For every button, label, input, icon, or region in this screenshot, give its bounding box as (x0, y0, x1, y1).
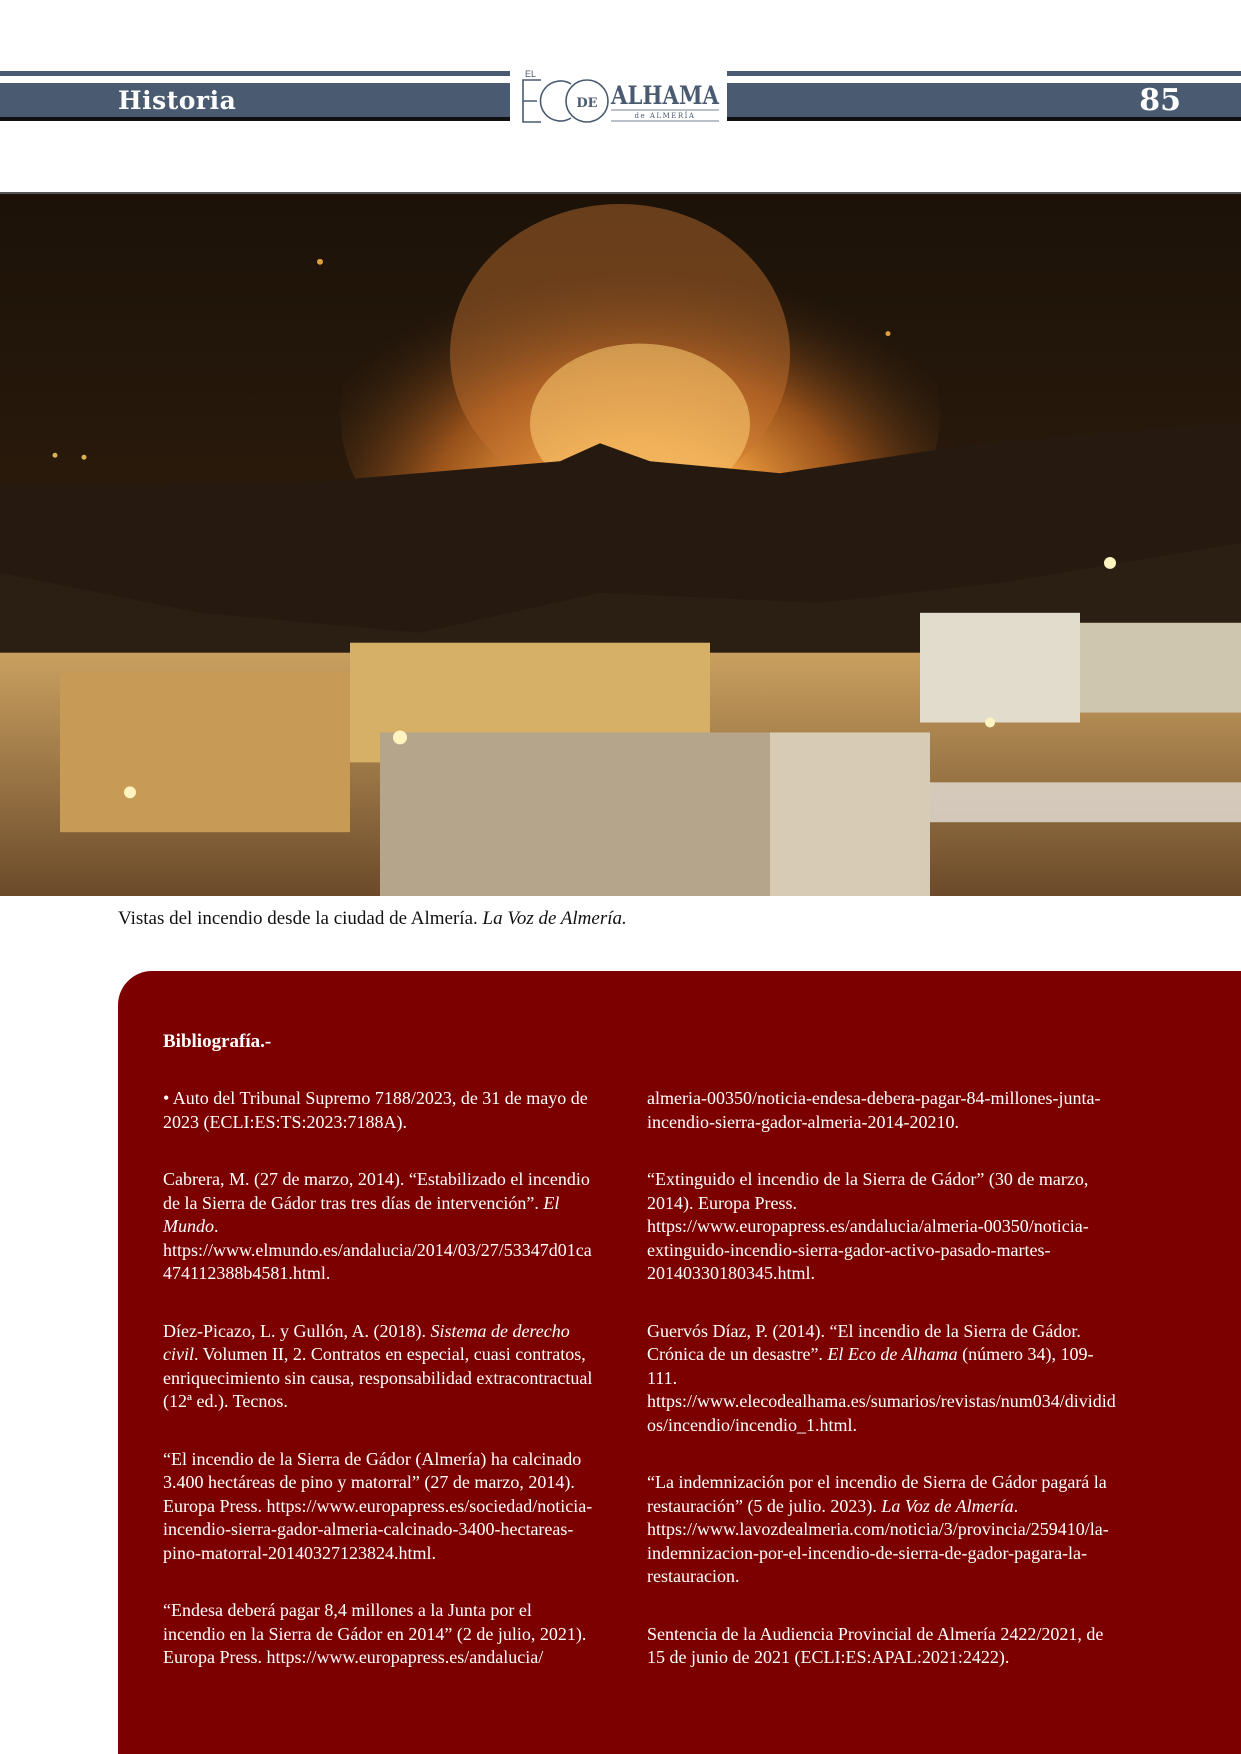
logo-el: EL (525, 69, 537, 79)
entry-text: “La indemnización por el incendio de Sierra de Gádor pagará la restauración” (5 de julio. 2023). (647, 1472, 1107, 1516)
entry-text: • Auto del Tribunal Supremo 7188/2023, de 31 de mayo de 2023 (ECLI:ES:TS:2023:7188A). (163, 1088, 588, 1132)
entry-text: Cabrera, M. (27 de marzo, 2014). “Estabilizado el incendio de la Sierra de Gádor tras tres días de intervención”. (163, 1169, 590, 1213)
logo-de: DE (576, 96, 598, 111)
publication-logo (515, 68, 725, 124)
entry-text: Sentencia de la Audiencia Provincial de Almería 2422/2021, de 15 de junio de 2021 (ECLI:ES:APAL:2021:2422). (647, 1623, 1104, 1667)
bibliography-entry (163, 1320, 593, 1414)
entry-text: “Endesa deberá pagar 8,4 millones a la Junta por el incendio en la Sierra de Gádor en 2014” (2 de julio, 2021). Europa Press. https://www.europapress.es/andalucia/ (163, 1600, 587, 1667)
entry-text: “Extinguido el incendio de la Sierra de Gádor” (30 de marzo, 2014). Europa Press. https://www.europapress.es/andalucia/almeria-00350/noticia-extinguido-incendio-sierra-gador-activo-pasado-martes-20140330180345.html. (647, 1169, 1089, 1283)
bibliography-entry (647, 1168, 1117, 1286)
bibliography-entry (647, 1623, 1117, 1670)
bibliography-entry (163, 1168, 593, 1286)
photo-caption (118, 908, 1018, 930)
entry-title-italic: Sistema de derecho civil (163, 1320, 570, 1364)
logo-sub: de ALMERÍA (634, 112, 696, 120)
fire-photo-illustration (0, 194, 1241, 896)
bibliography-column-right (647, 1087, 1117, 1704)
bibliography-entry (647, 1471, 1117, 1589)
entry-title-italic: La Voz de Almería (881, 1495, 1014, 1516)
entry-text: Díez-Picazo, L. y Gullón, A. (2018). (163, 1320, 431, 1341)
bibliography-entry (163, 1448, 593, 1566)
logo-alhama: ALHAMA (610, 81, 720, 110)
bibliography-entry (647, 1087, 1117, 1134)
bibliography-entry (163, 1599, 593, 1670)
bibliography-entry (163, 1087, 593, 1134)
entry-title-italic: El Mundo (163, 1192, 560, 1236)
entry-text: almeria-00350/noticia-endesa-debera-pagar-84-millones-junta-incendio-sierra-gador-almeria-2014-20210. (647, 1088, 1101, 1132)
header-band-left (0, 83, 510, 121)
entry-text: “El incendio de la Sierra de Gádor (Almería) ha calcinado 3.400 hectáreas de pino y matorral” (27 de marzo, 2014). Europa Press. https://www.europapress.es/sociedad/noticia-incendio-sierra-gador-almeria-calcinado-3400-hectareas-pino-matorral-20140327123824.html. (163, 1448, 593, 1563)
header-rule-left (0, 71, 510, 76)
header-rule-right (727, 71, 1241, 76)
entry-title-italic: El Eco de Alhama (827, 1344, 958, 1364)
entry-text: . https://www.lavozdealmeria.com/noticia/3/provincia/259410/la-indemnizacion-por-el-incendio-de-sierra-de-gador-pagara-la-restauracion. (647, 1495, 1109, 1586)
entry-text: . Volumen II, 2. Contratos en especial, cuasi contratos, enriquecimiento sin causa, responsabilidad extracontractual (12ª ed.). Tecnos. (163, 1344, 593, 1411)
fire-photo (0, 192, 1241, 896)
bibliography-box (118, 971, 1241, 1754)
entry-text: . https://www.elmundo.es/andalucia/2014/03/27/53347d01ca474112388b4581.html. (163, 1216, 592, 1283)
bibliography-entry (647, 1320, 1117, 1438)
caption-text: Vistas del incendio desde la ciudad de Almería. (118, 908, 478, 929)
bibliography-title: Bibliografía.- (163, 1031, 272, 1052)
section-title: Historia (118, 86, 237, 115)
entry-text: Guervós Díaz, P. (2014). “El incendio de la Sierra de Gádor. Crónica de un desastre”. (647, 1320, 1081, 1364)
page-number: 85 (1139, 83, 1181, 118)
caption-source: La Voz de Almería. (482, 908, 627, 929)
entry-text: (número 34), 109-111. https://www.elecodealhama.es/sumarios/revistas/num034/divididos/incendio/incendio_1.html. (647, 1344, 1116, 1435)
bibliography-column-left (163, 1087, 593, 1704)
